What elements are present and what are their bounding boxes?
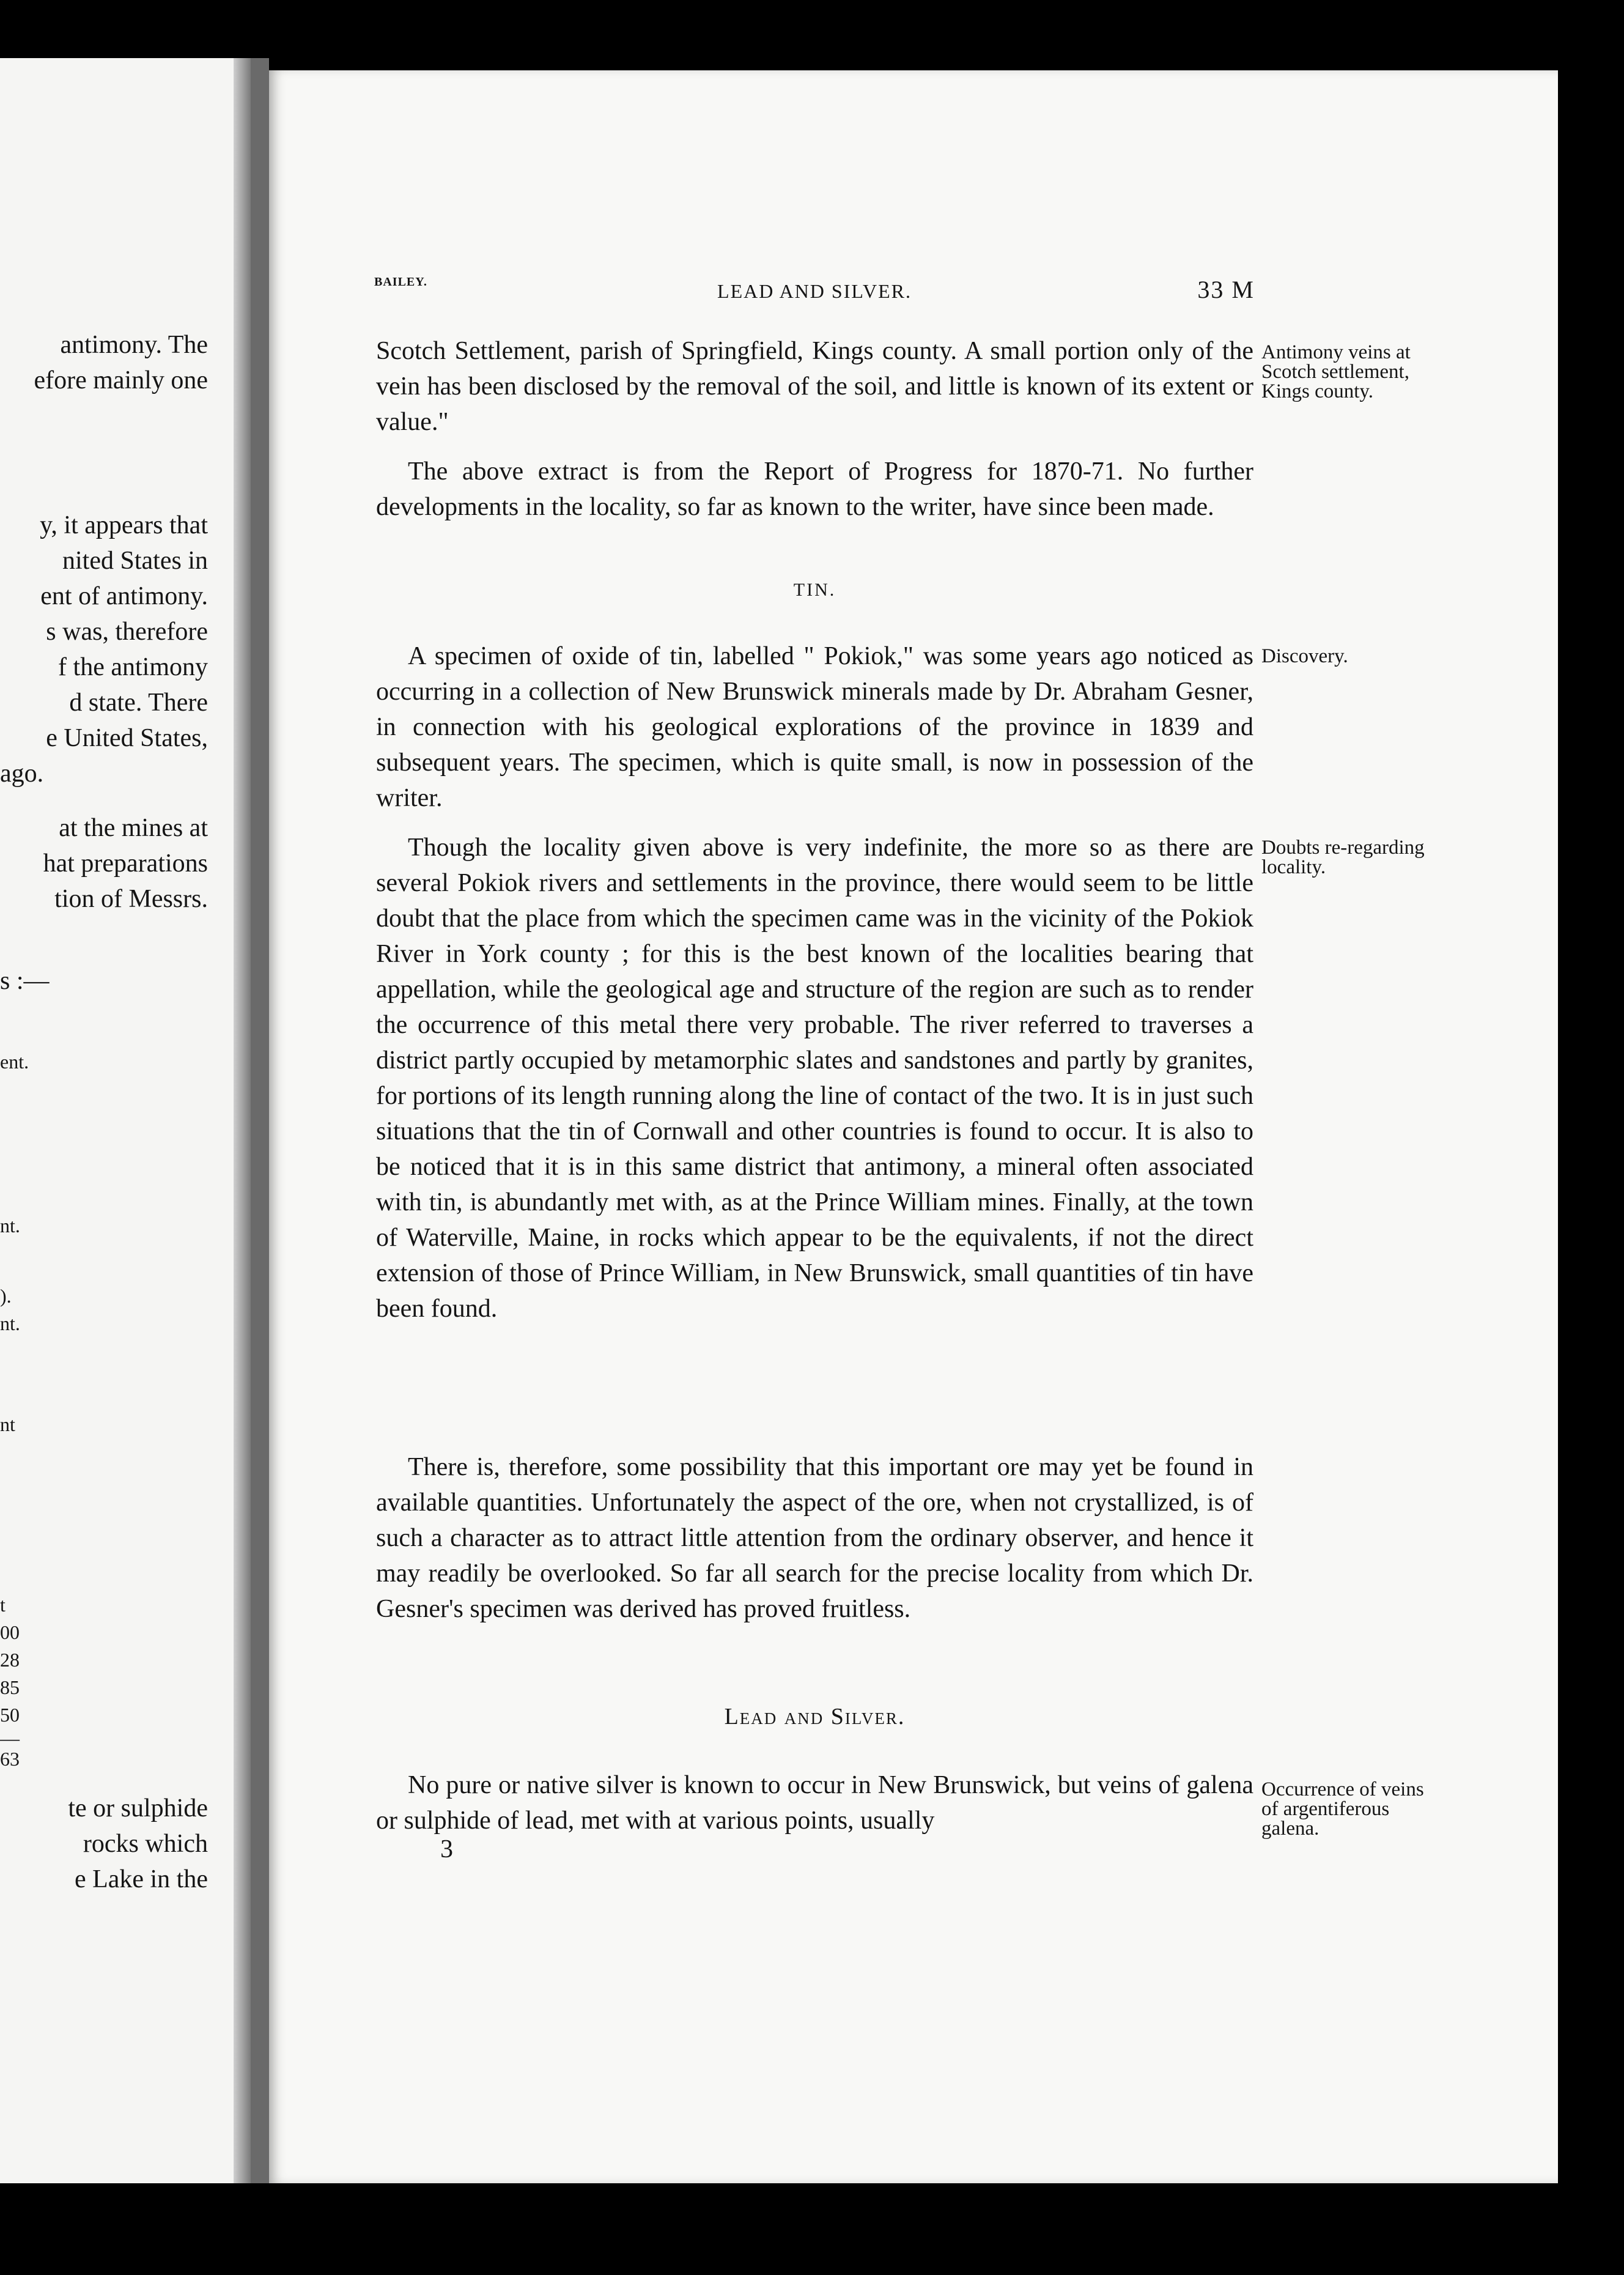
section-heading-lead-and-silver: Lead and Silver. (724, 1704, 906, 1729)
left-line: ent of antimony. (40, 582, 208, 610)
paragraph (376, 1449, 1253, 1627)
left-line: 63 (0, 1748, 20, 1770)
left-line: 00 (0, 1621, 20, 1643)
left-line: t (0, 1594, 6, 1616)
paragraph (376, 638, 1253, 816)
left-line: ago. (0, 760, 44, 788)
running-header (374, 275, 1255, 312)
paragraph (376, 1767, 1253, 1838)
left-line: rocks which (83, 1830, 208, 1858)
running-header-author: BAILEY. (374, 275, 427, 289)
paragraph (376, 454, 1253, 525)
left-line: d state. There (69, 689, 208, 717)
left-line: s was, therefore (46, 618, 208, 646)
left-line: s :— (0, 967, 50, 995)
signature-mark: 3 (440, 1835, 453, 1863)
paragraph-text: A specimen of oxide of tin, labelled " Pokiok," was some years ago noticed as occurring in a collection of New Brunswick minerals made by Dr. Abraham Gesner, in connection with his geological explorations of the province in 1839 and subsequent years. The specimen, which is quite small, is now in possession of the writer. (376, 642, 1253, 812)
paragraph-text: There is, therefore, some possibility that this important ore may yet be found in available quantities. Unfortunately the aspect of the ore, when not crystallized, is of such a character as to attract little attention from the ordinary observer, and hence it may readily be overlooked. So far all search for the precise locality from which Dr. Gesner's specimen was derived has proved fruitless. (376, 1453, 1253, 1623)
left-line: at the mines at (59, 814, 208, 842)
left-line: 50 (0, 1704, 20, 1726)
margin-note: Occurrence of veins of argentiferous galena. (1261, 1778, 1424, 1840)
left-line: y, it appears that (40, 511, 208, 539)
left-line: ent. (0, 1051, 29, 1073)
left-line: te or sulphide (68, 1794, 208, 1822)
left-line: antimony. The (60, 331, 208, 359)
margin-note: Discovery. (1261, 645, 1348, 667)
page-number: 33 M (1197, 276, 1255, 303)
running-header-title: LEAD AND SILVER. (717, 280, 912, 302)
margin-note: Doubts re-regarding locality. (1261, 837, 1425, 878)
paragraph-text: The above extract is from the Report of Progress for 1870-71. No further developments in the locality, so far as known to the writer, have since been made. (376, 457, 1253, 521)
left-line: 85 (0, 1676, 20, 1698)
left-line: nited States in (62, 547, 208, 575)
paragraph-text: Scotch Settlement, parish of Springfield, Kings county. A small portion only of the vein has been disclosed by the removal of the soil, and little is known of its extent or value." (376, 337, 1253, 436)
paragraph-text: No pure or native silver is known to occur in New Brunswick, but veins of galena or sulphide of lead, met with at various points, usually (376, 1771, 1253, 1835)
left-line: — (0, 1727, 20, 1749)
margin-note: Antimony veins at Scotch settlement, Kings county. (1261, 341, 1411, 402)
left-line: efore mainly one (34, 366, 208, 394)
paragraph (376, 830, 1253, 1326)
paragraph-continuation (376, 333, 1253, 440)
book-spine (234, 58, 251, 2183)
left-line: e United States, (46, 724, 208, 752)
section-heading-tin: TIN. (793, 580, 836, 600)
left-line: nt (0, 1413, 15, 1435)
left-line: nt. (0, 1215, 20, 1237)
left-line: hat preparations (43, 849, 208, 878)
left-line: tion of Messrs. (54, 885, 208, 913)
left-line: nt. (0, 1312, 20, 1334)
paragraph-text: Though the locality given above is very indefinite, the more so as there are several Pokiok rivers and settlements in the province, there would seem to be little doubt that the place from which the specimen came was in the vicinity of the Pokiok River in York county ; for this is the best known of the localities bearing that appellation, while the geological age and structure of the region are such as to render the occurrence of this metal there very probable. The river referred to traverses a district partly occupied by metamorphic slates and sandstones and partly by granites, for portions of its length running along the line of contact of the two. It is in just such situations that the tin of Cornwall and other countries is found to occur. It is also to be noticed that it is in this same district that antimony, a mineral often associated with tin, is abundantly met with, as at the Prince William mines. Finally, at the town of Waterville, Maine, in rocks which appear to be the equivalents, if not the direct extension of those of Prince William, in New Brunswick, small quantities of tin have been found. (376, 834, 1253, 1323)
page-gutter (251, 58, 269, 2183)
left-line: e Lake in the (74, 1865, 208, 1893)
left-line: f the antimony (58, 653, 208, 681)
left-line: 28 (0, 1649, 20, 1671)
left-line: ). (0, 1285, 12, 1307)
left-page-fragment (0, 58, 251, 2183)
